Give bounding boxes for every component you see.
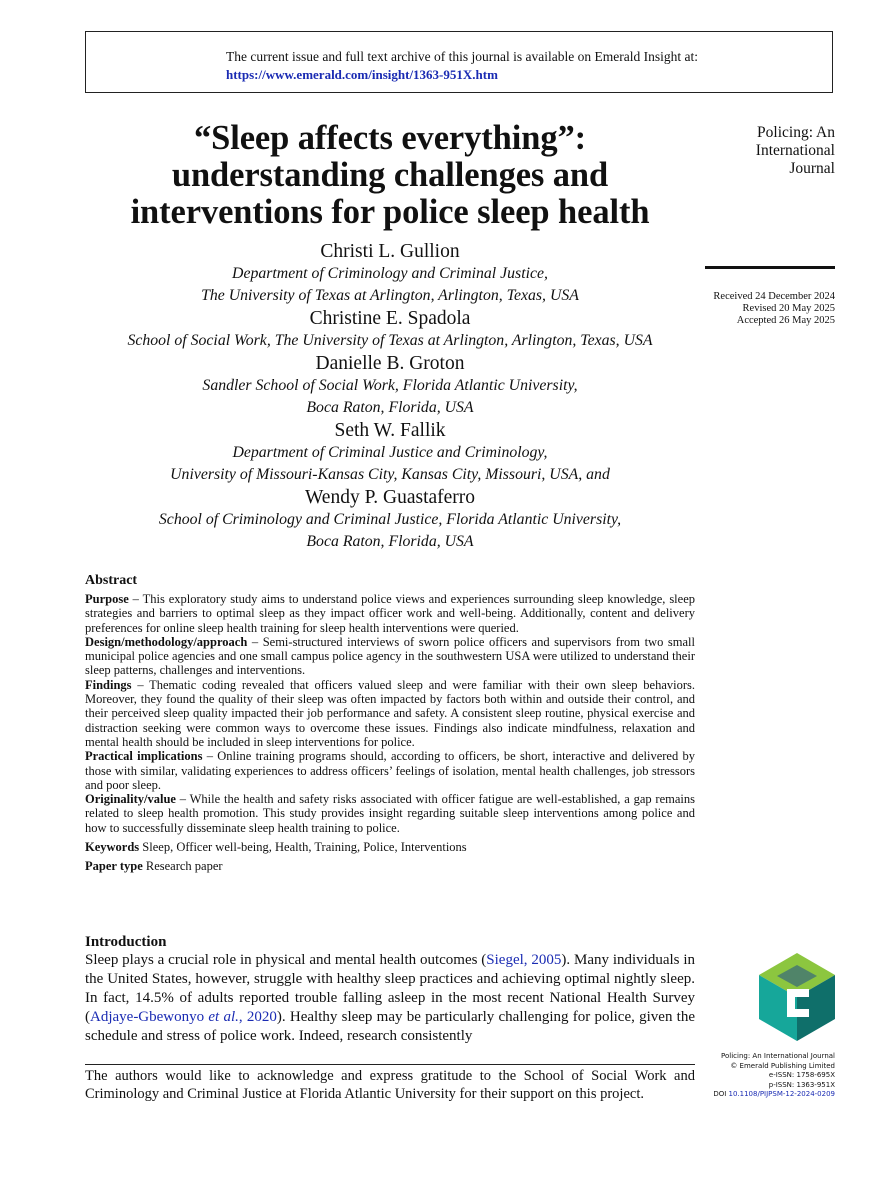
accepted-date: Accepted 26 May 2025 — [736, 315, 835, 326]
author-name: Christine E. Spadola — [309, 308, 471, 329]
paper-type-text: Research paper — [142, 859, 223, 874]
pubinfo-journal: Policing: An International Journal — [721, 1052, 835, 1060]
originality-text: – While the health and safety risks associated with officer fatigue are well-established, a gap remains related to sleep health promotion. This study provides insight regarding suitable sleep interventions among police and how to successfully disseminate sleep health training to police. — [85, 792, 695, 835]
author-affiliation: Department of Criminal Justice and Criminology, — [232, 444, 548, 461]
originality-label: Originality/value — [85, 792, 176, 807]
publication-info — [713, 1052, 835, 1100]
author-affiliation: University of Missouri-Kansas City, Kansas City, Missouri, USA, and — [170, 466, 610, 483]
pubinfo-doi — [713, 1090, 835, 1100]
abstract-section — [85, 572, 695, 874]
title-line-2: understanding challenges and — [171, 156, 609, 194]
acknowledgement-footnote: The authors would like to acknowledge and express gratitude to the School of Social Work and Criminology and Criminal Justice at Florida Atlantic University for their support on this project. — [85, 1068, 695, 1102]
findings-text: – Thematic coding revealed that officers valued sleep and were familiar with their own sleep behaviors. Moreover, they found the quality of their sleep was often impacted by factors both within and outside their control, and their perceived sleep quality impacted their job performance and safety. A consistent sleep routine, physical exercise and distraction seeking were common ways to overcome these issues. Findings also indicate mindfulness, relaxation and mental health should be included in sleep interventions for police. — [85, 677, 695, 749]
author-affiliation: Boca Raton, Florida, USA — [306, 399, 474, 416]
article-dates — [713, 291, 835, 327]
introduction-paragraph — [85, 951, 695, 1046]
findings-label: Findings — [85, 677, 132, 692]
citation-etal: et al. — [208, 1009, 239, 1025]
journal-banner — [85, 31, 833, 93]
author-affiliation: School of Criminology and Criminal Justice, Florida Atlantic University, — [158, 511, 622, 528]
practical-label: Practical implications — [85, 749, 203, 764]
margin-rule — [705, 266, 835, 269]
author-affiliation: School of Social Work, The University of Texas at Arlington, Arlington, Texas, USA — [127, 332, 653, 349]
journal-name — [756, 124, 835, 178]
intro-text: ). Healthy sleep may be particularly challenging for police, given the schedule and stress of police work. Indeed, research consistently — [85, 1009, 696, 1044]
journal-name-line-2: International — [755, 142, 835, 159]
paper-type-label: Paper type — [85, 859, 143, 874]
design-label: Design/methodology/approach — [85, 634, 248, 649]
introduction-section — [85, 933, 695, 1046]
intro-text: ). Many individuals in the United States, however, struggle with healthy sleep practices and achieving optimal nightly sleep. In fact, 14.5% of adults reported trouble falling asleep in the most recent National Health Survey ( — [85, 952, 695, 1025]
author-name: Seth W. Fallik — [334, 420, 446, 441]
author-affiliation: Boca Raton, Florida, USA — [306, 533, 474, 550]
keywords-text: Sleep, Officer well-being, Health, Training, Police, Interventions — [139, 840, 467, 855]
abstract-purpose — [85, 592, 695, 635]
citation-link[interactable]: Siegel, 2005 — [486, 952, 562, 968]
keywords — [85, 840, 695, 854]
banner-text: The current issue and full text archive of this journal is available on Emerald Insight at: — [226, 49, 698, 64]
introduction-heading: Introduction — [85, 934, 167, 950]
revised-date: Revised 20 May 2025 — [742, 303, 835, 314]
author-affiliation: Sandler School of Social Work, Florida Atlantic University, — [202, 377, 578, 394]
pubinfo-pissn: p-ISSN: 1363-951X — [768, 1080, 835, 1089]
banner-url-link[interactable]: https://www.emerald.com/insight/1363-951X.htm — [226, 67, 498, 82]
doi-link[interactable]: 10.1108/PIJPSM-12-2024-0209 — [728, 1090, 835, 1099]
pubinfo-copyright: © Emerald Publishing Limited — [730, 1061, 835, 1070]
author-name: Christi L. Gullion — [320, 241, 460, 262]
abstract-findings — [85, 678, 695, 749]
practical-text: – Online training programs should, according to officers, be short, interactive and delivered by those with similar, validating experiences to address officers’ feelings of isolation, mental health challenges, job stressors and poor sleep. — [85, 749, 695, 792]
paper-type — [85, 859, 695, 873]
citation-year: , 2020 — [238, 1009, 277, 1025]
author-affiliation: Department of Criminology and Criminal Justice, — [232, 265, 548, 282]
keywords-label: Keywords — [85, 840, 140, 855]
abstract-heading: Abstract — [85, 573, 138, 588]
purpose-text: – This exploratory study aims to understand police views and experiences surrounding sleep knowledge, sleep strategies and barriers to optimal sleep as they impact officer work and well-being. Additionally, content and delivery preferences for online sleep health training for sleep health interventions were queried. — [85, 592, 695, 635]
title-line-3: interventions for police sleep health — [130, 193, 650, 231]
title-line-1: “Sleep affects everything”: — [193, 119, 587, 157]
publisher-logo-icon — [757, 951, 837, 1043]
pubinfo-eissn: e-ISSN: 1758-695X — [768, 1071, 835, 1080]
citation-author: Adjaye-Gbewonyo — [90, 1009, 209, 1025]
abstract-practical — [85, 749, 695, 792]
footnote-rule — [85, 1064, 695, 1065]
author-affiliation: The University of Texas at Arlington, Arlington, Texas, USA — [201, 287, 579, 304]
design-text: – Semi-structured interviews of sworn police officers and supervisors from two small municipal police agencies and one small campus police agency in the southwestern USA were utilized to understand their sleep patterns, challenges and interventions. — [85, 634, 695, 678]
citation-link[interactable] — [90, 1009, 277, 1025]
abstract-design — [85, 635, 695, 678]
received-date: Received 24 December 2024 — [713, 291, 835, 302]
journal-name-line-1: Policing: An — [757, 124, 835, 141]
abstract-originality — [85, 792, 695, 835]
author-name: Wendy P. Guastaferro — [304, 487, 476, 508]
doi-label: DOI — [713, 1090, 729, 1099]
author-name: Danielle B. Groton — [315, 353, 465, 374]
journal-name-line-3: Journal — [789, 160, 835, 177]
intro-text: Sleep plays a crucial role in physical and mental health outcomes ( — [85, 952, 487, 968]
author-list — [60, 240, 720, 553]
purpose-label: Purpose — [85, 592, 129, 606]
article-title — [95, 120, 685, 231]
